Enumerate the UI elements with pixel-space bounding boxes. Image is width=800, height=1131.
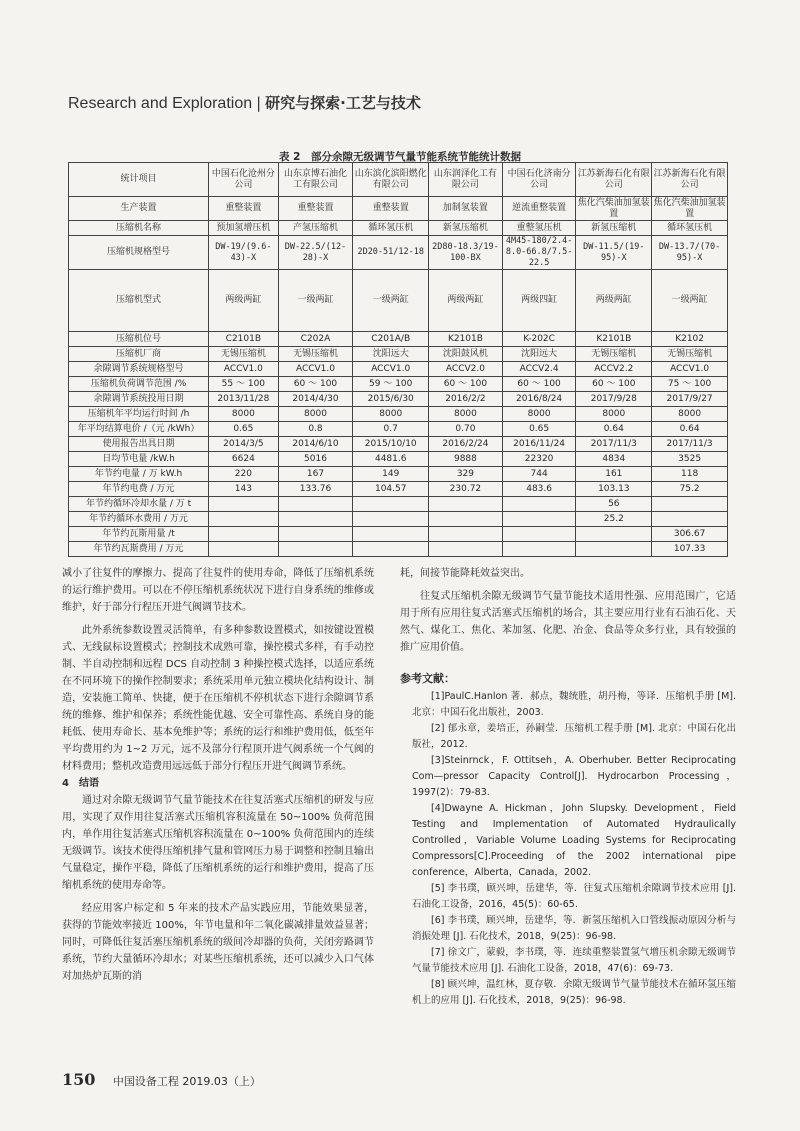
row-label: 年节约电量 / 万 kW.h bbox=[69, 467, 209, 482]
table-cell: 两级两缸 bbox=[209, 270, 279, 332]
table-cell: 预加氢增压机 bbox=[209, 221, 279, 236]
table-cell: 焦化汽柴油加氢装置 bbox=[653, 197, 726, 219]
table-cell: 逆流重整装置 bbox=[502, 197, 576, 221]
table-cell bbox=[429, 542, 503, 557]
table-cell: 无锡压缩机 bbox=[278, 347, 353, 362]
table-cell: 2016/2/2 bbox=[429, 392, 503, 407]
table-cell bbox=[353, 497, 429, 512]
header-separator: | bbox=[256, 94, 262, 112]
body-paragraph: 经应用客户标定和 5 年来的技术产品实践应用，节能效果显著，获得的节能效率接近 100%，年节电量和年二氧化碳减排量效益显著；同时，可降低往复活塞压缩机系统的级间冷却器的负荷，关闭旁路调节系统，节约大量循环冷却水；对某些压缩机系统，还可以减少入口气体对加热炉瓦斯的消 bbox=[62, 903, 374, 982]
table-cell: 两级两缸 bbox=[429, 270, 503, 332]
header-section-en: Research and Exploration bbox=[68, 95, 253, 112]
row-label: 日均节电量 /kW.h bbox=[69, 452, 209, 467]
table-cell bbox=[209, 542, 279, 557]
table-cell: 8000 bbox=[209, 407, 279, 422]
table-cell: K2102 bbox=[652, 332, 728, 347]
table-cell bbox=[502, 527, 576, 542]
column-header: 山东润泽化工有限公司 bbox=[429, 163, 503, 197]
table-cell bbox=[353, 542, 429, 557]
table-cell: 75.2 bbox=[652, 482, 728, 497]
table-row bbox=[69, 392, 728, 407]
table-cell bbox=[576, 527, 652, 542]
row-label: 年平均结算电价 /（元 /kWh） bbox=[69, 422, 209, 437]
table-cell: 2017/11/3 bbox=[652, 437, 728, 452]
table-cell bbox=[278, 527, 353, 542]
table-cell: K-202C bbox=[502, 332, 576, 347]
row-label: 压缩机位号 bbox=[69, 332, 209, 347]
table-cell: C202A bbox=[278, 332, 353, 347]
table-cell: 重整装置 bbox=[209, 197, 279, 221]
table-cell: 2013/11/28 bbox=[209, 392, 279, 407]
table-row bbox=[69, 377, 728, 392]
table-cell: 沈阳远大 bbox=[353, 347, 429, 362]
table-cell: 新氢压缩机 bbox=[429, 221, 503, 236]
table-cell: DW-19/(9.6-43)-X bbox=[209, 236, 279, 270]
column-header: 中国石化沧州分公司 bbox=[209, 163, 279, 197]
row-label: 生产装置 bbox=[69, 197, 209, 221]
reference-item: [3]Steinrnck，F. Ottitseh，A. Oberhuber. Better Reciprocating Com—pressor Capacity Control[J]. Hydrocarbon Processing，1997(2)：79-83. bbox=[412, 755, 736, 798]
table-cell: 2014/4/30 bbox=[278, 392, 353, 407]
table-cell: 0.70 bbox=[429, 422, 503, 437]
table-cell: 2017/9/27 bbox=[652, 392, 728, 407]
header-section-cn: 研究与探索·工艺与技术 bbox=[265, 94, 421, 112]
table-cell: 一级两缸 bbox=[652, 270, 728, 332]
row-label: 压缩机型式 bbox=[69, 270, 209, 332]
row-label: 年节约瓦斯费用 / 万元 bbox=[69, 542, 209, 557]
table-cell: DW-22.5/(12-28)-X bbox=[278, 236, 353, 270]
table-cell bbox=[502, 497, 576, 512]
right-column bbox=[400, 565, 736, 1009]
reference-item: [2] 郁永章，姜培正，孙嗣莹．压缩机工程手册 [M]. 北京：中国石化出版社，2012. bbox=[412, 723, 736, 750]
table-cell: 25.2 bbox=[576, 512, 652, 527]
table-cell bbox=[652, 497, 728, 512]
table-cell: 2014/3/5 bbox=[209, 437, 279, 452]
page-footer bbox=[62, 1070, 261, 1089]
table-cell: 重整氢压机 bbox=[502, 221, 576, 236]
table-cell bbox=[209, 512, 279, 527]
column-header: 江苏新海石化有限公司 bbox=[652, 163, 728, 197]
table-cell: 4834 bbox=[576, 452, 652, 467]
column-header: 江苏新海石化有限公司 bbox=[576, 163, 652, 197]
table-cell: 2017/9/28 bbox=[576, 392, 652, 407]
table-row bbox=[69, 236, 728, 270]
table-cell: 6624 bbox=[209, 452, 279, 467]
table-cell: 60 ～ 100 bbox=[278, 377, 353, 392]
table-cell: 焦化汽柴油加氢装置 bbox=[577, 197, 650, 219]
table-cell bbox=[429, 527, 503, 542]
table-cell: C2101B bbox=[209, 332, 279, 347]
table-cell: 8000 bbox=[353, 407, 429, 422]
table-cell: 2015/6/30 bbox=[353, 392, 429, 407]
table-cell: 5016 bbox=[278, 452, 353, 467]
table-cell: 2016/11/24 bbox=[502, 437, 576, 452]
table-cell: 沈阳鼓风机 bbox=[429, 347, 503, 362]
table-row bbox=[69, 527, 728, 542]
table-cell: 重整装置 bbox=[278, 197, 353, 221]
table-cell: 161 bbox=[576, 467, 652, 482]
body-paragraph: 往复式压缩机余隙无级调节气量节能技术适用性强、应用范围广，它适用于所有应用往复式活塞式压缩机的场合，其主要应用行业有石油石化、天然气、煤化工、焦化、苯加氢、化肥、冶金、食品等众多行业，具有较强的推广应用价值。 bbox=[400, 591, 736, 653]
table-cell: 306.67 bbox=[652, 527, 728, 542]
body-paragraph: 此外系统参数设置灵活简单，有多种参数设置模式，如按键设置模式、无线鼠标设置模式；控制技术成熟可靠，操控模式多样，有手动控制、半自动控制和远程 DCS 自动控制 3 种操控模式选择，以适应系统在不同环境下的操作控制要求；系统采用单元独立模块化结构设计、制造，安装施工简单、快捷，便于在压缩机不停机状态下进行余隙调节系统的维修、维护和保养；系统性能优越、安全可靠性高、系统自身的能耗低、使用寿命长、基本免维护等；系统的运行和维护费用低，低至年平均费用约为 1~2 万元，远不及部分行程顶开进气阀系统一个气阀的材料费用；整机改造费用远远低于部分行程压开进气阀调节系统。 bbox=[62, 625, 374, 772]
column-header: 山东滨化滨阳燃化有限公司 bbox=[353, 163, 429, 197]
left-column bbox=[62, 565, 374, 985]
table-cell: 加制氢装置 bbox=[429, 197, 503, 221]
table-cell: DW-11.5/(19-95)-X bbox=[576, 236, 652, 270]
table-cell: ACCV1.0 bbox=[278, 362, 353, 377]
table-cell bbox=[353, 527, 429, 542]
table-row bbox=[69, 407, 728, 422]
page-number: 150 bbox=[62, 1070, 96, 1089]
table-cell: 2016/2/24 bbox=[429, 437, 503, 452]
row-label: 年节约循环水费用 / 万元 bbox=[69, 512, 209, 527]
table-cell bbox=[502, 512, 576, 527]
table-cell: 无锡压缩机 bbox=[652, 347, 728, 362]
table-cell: 230.72 bbox=[429, 482, 503, 497]
table-cell: 59 ～ 100 bbox=[353, 377, 429, 392]
table-cell: 一级两缸 bbox=[278, 270, 353, 332]
table-cell bbox=[576, 542, 652, 557]
row-label: 余隙调节系统规格型号 bbox=[69, 362, 209, 377]
column-header: 山东京博石油化工有限公司 bbox=[278, 163, 353, 197]
table-cell: 沈阳远大 bbox=[502, 347, 576, 362]
references-title: 参考文献： bbox=[400, 672, 455, 685]
table-cell: 8000 bbox=[576, 407, 652, 422]
table-cell: ACCV1.0 bbox=[209, 362, 279, 377]
table-row bbox=[69, 422, 728, 437]
table-cell: 220 bbox=[209, 467, 279, 482]
table-row bbox=[69, 270, 728, 332]
row-label: 使用报告出具日期 bbox=[69, 437, 209, 452]
references-list bbox=[400, 689, 736, 1009]
table-row bbox=[69, 482, 728, 497]
table-cell: 0.8 bbox=[278, 422, 353, 437]
table-cell bbox=[209, 497, 279, 512]
table-cell: 0.7 bbox=[353, 422, 429, 437]
reference-item: [1]PaulC.Hanlon 著．郝点，魏统胜，胡丹梅，等译．压缩机手册 [M]. 北京：中国石化出版社，2003. bbox=[412, 691, 736, 718]
table-row bbox=[69, 347, 728, 362]
table-cell bbox=[209, 527, 279, 542]
table-cell bbox=[278, 542, 353, 557]
table-cell: 143 bbox=[209, 482, 279, 497]
table-cell: 60 ～ 100 bbox=[429, 377, 503, 392]
reference-item: [6] 李书璞，顾兴坤，岳建华，等．新氢压缩机入口管线振动原因分析与消振处理 [J]. 石化技术，2018，9(25)：96-98. bbox=[412, 915, 736, 942]
row-label: 年节约瓦斯用量 /t bbox=[69, 527, 209, 542]
table-cell: 56 bbox=[576, 497, 652, 512]
table-cell bbox=[278, 512, 353, 527]
table-cell: 0.64 bbox=[576, 422, 652, 437]
table-cell: 118 bbox=[652, 467, 728, 482]
table-cell: 75 ～ 100 bbox=[652, 377, 728, 392]
table-row bbox=[69, 452, 728, 467]
row-label: 压缩机规格型号 bbox=[69, 236, 209, 270]
table-cell: 2014/6/10 bbox=[278, 437, 353, 452]
table-row bbox=[69, 542, 728, 557]
table-caption: 表 2 部分余隙无级调节气量节能系统节能统计数据 bbox=[279, 151, 521, 163]
row-label: 压缩机厂商 bbox=[69, 347, 209, 362]
table-cell: 483.6 bbox=[502, 482, 576, 497]
table-cell: 4M45-180/2.4-8.0-66.8/7.5-22.5 bbox=[502, 236, 576, 270]
table-cell: 两级四缸 bbox=[502, 270, 576, 332]
table-cell: 两级两缸 bbox=[576, 270, 652, 332]
table-cell: 104.57 bbox=[353, 482, 429, 497]
table-cell: 149 bbox=[353, 467, 429, 482]
table-row bbox=[69, 221, 728, 236]
table-header-row bbox=[69, 163, 728, 197]
row-label: 压缩机负荷调节范围 /% bbox=[69, 377, 209, 392]
table-cell: ACCV1.0 bbox=[353, 362, 429, 377]
table-cell: 8000 bbox=[429, 407, 503, 422]
table-row bbox=[69, 362, 728, 377]
table-cell: ACCV2.4 bbox=[502, 362, 576, 377]
section-heading: 4 结语 bbox=[62, 778, 99, 789]
row-label: 年节约电费 / 万元 bbox=[69, 482, 209, 497]
corner-header: 统计项目 bbox=[69, 163, 209, 197]
table-row bbox=[69, 467, 728, 482]
table-cell: 2017/11/3 bbox=[576, 437, 652, 452]
table-cell: 2D80-18.3/19-100-BX bbox=[429, 236, 503, 270]
table-cell: 4481.6 bbox=[353, 452, 429, 467]
table-cell: 2015/10/10 bbox=[353, 437, 429, 452]
row-label: 压缩机年平均运行时间 /h bbox=[69, 407, 209, 422]
row-label: 余隙调节系统投用日期 bbox=[69, 392, 209, 407]
running-header bbox=[68, 92, 421, 113]
table-cell: 2016/8/24 bbox=[502, 392, 576, 407]
table-cell: ACCV2.0 bbox=[429, 362, 503, 377]
journal-name: 中国设备工程 bbox=[112, 1075, 179, 1088]
table-cell bbox=[502, 542, 576, 557]
column-header: 中国石化济南分公司 bbox=[502, 163, 576, 197]
table-cell: K2101B bbox=[576, 332, 652, 347]
table-cell: 0.65 bbox=[502, 422, 576, 437]
table-cell: C201A/B bbox=[353, 332, 429, 347]
table-cell bbox=[278, 497, 353, 512]
table-cell: 744 bbox=[502, 467, 576, 482]
body-paragraph: 减小了往复件的摩擦力、提高了往复件的使用寿命，降低了压缩机系统的运行维护费用。可以在不停压缩机系统状况下进行自身系统的维修或维护，好于部分行程压开进气阀调节技术。 bbox=[62, 568, 374, 613]
table-cell: 8000 bbox=[278, 407, 353, 422]
table-cell: 产氢压缩机 bbox=[278, 221, 353, 236]
energy-stats-table bbox=[68, 162, 728, 557]
reference-item: [4]Dwayne A. Hickman，John Slupsky. Development，Field Testing and Implementation of Automated Hydraulically Controlled，Variable Volume Loading Systems for Reciprocating Compressors[C].Proceeding of the 2002 international pipe conference，Alberta，Canada，2002. bbox=[412, 803, 736, 878]
table-cell: 60 ～ 100 bbox=[502, 377, 576, 392]
reference-item: [8] 顾兴坤，温红林，夏存敬．余隙无级调节气量节能技术在循环氢压缩机上的应用 [J]. 石化技术，2018，9(25)：96-98. bbox=[412, 979, 736, 1006]
table-cell: DW-13.7/(70-95)-X bbox=[652, 236, 728, 270]
table-cell: 0.64 bbox=[652, 422, 728, 437]
table-cell: 8000 bbox=[502, 407, 576, 422]
journal-issue: 2019.03（上） bbox=[182, 1075, 261, 1088]
table-cell: ACCV1.0 bbox=[652, 362, 728, 377]
table-cell: 2D20-51/12-18 bbox=[353, 236, 429, 270]
table-cell: 22320 bbox=[502, 452, 576, 467]
table-cell: 8000 bbox=[652, 407, 728, 422]
table-cell bbox=[429, 512, 503, 527]
table-cell: 新氢压缩机 bbox=[576, 221, 652, 236]
table-row bbox=[69, 512, 728, 527]
reference-item: [5] 李书璞，顾兴坤，岳建华，等．往复式压缩机余隙调节技术应用 [J]. 石油化工设备，2016，45(5)：60-65. bbox=[412, 883, 736, 910]
table-cell: 133.76 bbox=[278, 482, 353, 497]
row-label: 压缩机名称 bbox=[69, 221, 209, 236]
table-cell: 无锡压缩机 bbox=[576, 347, 652, 362]
table-cell: 167 bbox=[278, 467, 353, 482]
body-paragraph: 耗，间接节能降耗效益突出。 bbox=[400, 568, 530, 579]
table-cell: 107.33 bbox=[652, 542, 728, 557]
table-cell: 循环氢压机 bbox=[652, 221, 728, 236]
table-cell: 3525 bbox=[652, 452, 728, 467]
table-cell: K2101B bbox=[429, 332, 503, 347]
table-cell: 329 bbox=[429, 467, 503, 482]
table-cell: 循环氢压机 bbox=[353, 221, 429, 236]
table-cell bbox=[429, 497, 503, 512]
table-cell bbox=[652, 512, 728, 527]
table-cell: 无锡压缩机 bbox=[209, 347, 279, 362]
table-row bbox=[69, 437, 728, 452]
table-cell: 103.13 bbox=[576, 482, 652, 497]
table-cell: 55 ～ 100 bbox=[209, 377, 279, 392]
table-cell: 重整装置 bbox=[353, 197, 429, 221]
row-label: 年节约循环冷却水量 / 万 t bbox=[69, 497, 209, 512]
body-paragraph: 通过对余隙无级调节气量节能技术在往复活塞式压缩机的研发与应用，实现了双作用往复活塞式压缩机容积流量在 50~100% 负荷范围内，单作用往复活塞式压缩机容积流量在 0~100% 负荷范围内的连续无级调节。该技术使得压缩机排气量和管网压力易于调整和控制且输出气量稳定，操作平稳，降低了压缩机系统的运行和维护费用，提高了压缩机系统的使用寿命等。 bbox=[62, 795, 374, 891]
table-row bbox=[69, 332, 728, 347]
table-row bbox=[69, 197, 728, 221]
table-cell: 0.65 bbox=[209, 422, 279, 437]
table-row bbox=[69, 497, 728, 512]
table-cell: 9888 bbox=[429, 452, 503, 467]
table-cell: 一级两缸 bbox=[353, 270, 429, 332]
reference-item: [7] 徐文广，蒙毅，李书璞，等．连续重整装置氢气增压机余隙无级调节气量节能技术应用 [J]. 石油化工设备，2018，47(6)：69-73. bbox=[412, 947, 736, 974]
table-cell: 60 ～ 100 bbox=[576, 377, 652, 392]
table-cell: ACCV2.2 bbox=[576, 362, 652, 377]
table-cell bbox=[353, 512, 429, 527]
